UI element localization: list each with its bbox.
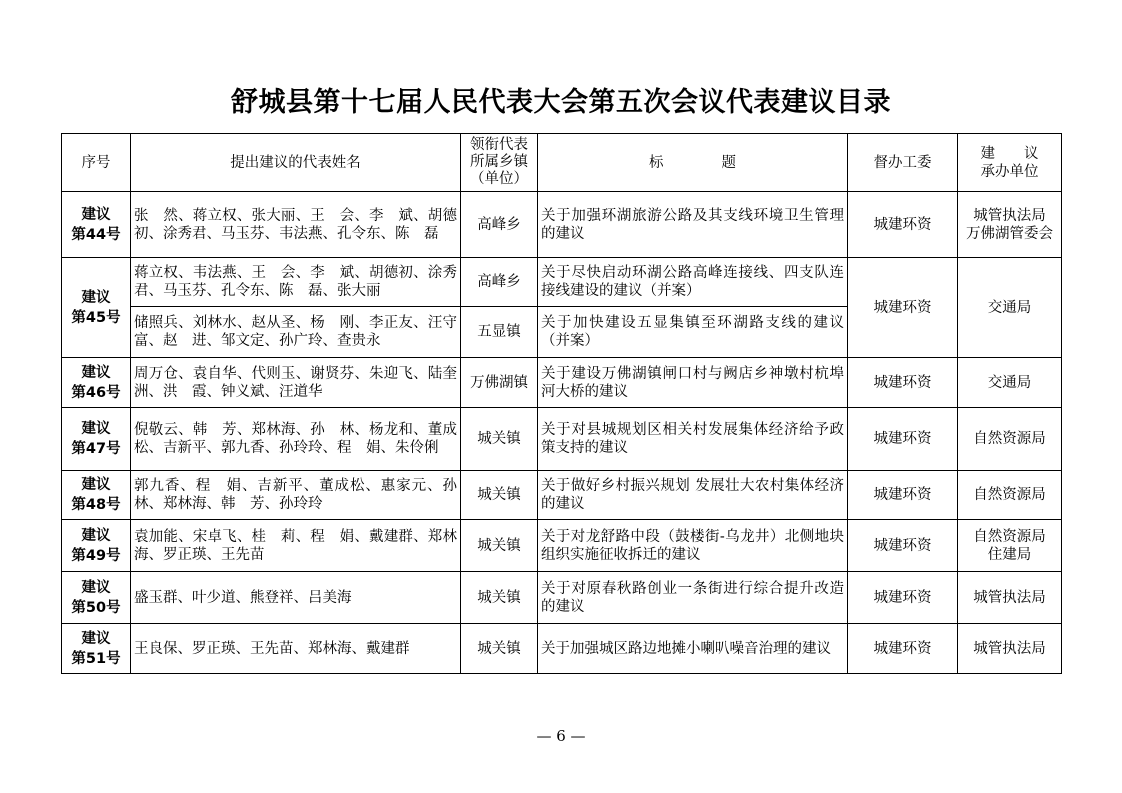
row-seq (62, 572, 131, 624)
row-town: 城关镇 (461, 471, 538, 520)
row-unit-line2: 万佛湖管委会 (966, 225, 1053, 242)
row-seq (62, 624, 131, 674)
header-seq: 序号 (62, 134, 131, 192)
table-header-row (62, 134, 1062, 192)
row-seq-line2: 第45号 (71, 309, 121, 326)
row-town: 城关镇 (461, 408, 538, 471)
row-title: 关于对县城规划区相关村发展集体经济给予政策支持的建议 (538, 408, 848, 471)
row-town: 高峰乡 (461, 192, 538, 258)
row-title: 关于尽快启动环湖公路高峰连接线、四支队连接线建设的建议（并案） (538, 258, 848, 307)
row-seq (62, 471, 131, 520)
header-town-line2: 所属乡镇 (470, 154, 528, 170)
row-names: 蒋立权、韦法燕、王 会、李 斌、胡德初、涂秀君、马玉芬、孔令东、陈 磊、张大丽 (131, 258, 461, 307)
row-town: 万佛湖镇 (461, 358, 538, 408)
row-seq-line1: 建议 (81, 630, 111, 647)
row-town: 城关镇 (461, 572, 538, 624)
header-office: 督办工委 (848, 134, 958, 192)
table-row (62, 572, 1062, 624)
page-number: — 6 — (536, 727, 586, 745)
row-office: 城建环资 (848, 572, 958, 624)
row-seq-line2: 第48号 (71, 497, 121, 513)
row-title: 关于对原春秋路创业一条街进行综合提升改造的建议 (538, 572, 848, 624)
row-office: 城建环资 (848, 258, 958, 358)
row-unit-line1: 自然资源局 (973, 528, 1046, 545)
row-unit (958, 192, 1062, 258)
row-office: 城建环资 (848, 192, 958, 258)
row-title: 关于对龙舒路中段（鼓楼街-乌龙井）北侧地块组织实施征收拆迁的建议 (538, 520, 848, 572)
row-seq-line2: 第44号 (71, 226, 121, 243)
row-unit: 城管执法局 (958, 624, 1062, 674)
row-title: 关于建设万佛湖镇闸口村与阙店乡神墩村杭埠河大桥的建议 (538, 358, 848, 408)
row-seq-line2: 第47号 (71, 441, 121, 457)
table-row (62, 358, 1062, 408)
row-unit-line2: 住建局 (987, 546, 1032, 563)
row-title: 关于加强城区路边地摊小喇叭噪音治理的建议 (538, 624, 848, 674)
proposal-table (61, 133, 1062, 674)
header-unit-line1: 建 议 (980, 145, 1039, 162)
header-unit-line2: 承办单位 (980, 163, 1039, 180)
row-seq-line1: 建议 (81, 527, 111, 544)
row-seq-line1: 建议 (81, 421, 111, 437)
row-title: 关于做好乡村振兴规划 发展壮大农村集体经济的建议 (538, 471, 848, 520)
row-town: 城关镇 (461, 624, 538, 674)
table-row (62, 471, 1062, 520)
table-row (62, 520, 1062, 572)
row-names: 王良保、罗正瑛、王先苗、郑林海、戴建群 (131, 624, 461, 674)
row-seq-line2: 第49号 (71, 547, 121, 564)
row-title: 关于加快建设五显集镇至环湖路支线的建议（并案） (538, 307, 848, 358)
row-office: 城建环资 (848, 520, 958, 572)
header-unit (958, 134, 1062, 192)
row-unit-line1: 城管执法局 (973, 207, 1046, 224)
row-seq-line1: 建议 (81, 364, 111, 381)
header-town-line1: 领衔代表 (470, 137, 528, 153)
row-names: 郭九香、程 娟、吉新平、董成松、惠家元、孙 林、郑林海、韩 芳、孙玲玲 (131, 471, 461, 520)
row-unit: 城管执法局 (958, 572, 1062, 624)
row-seq (62, 520, 131, 572)
page-title: 舒城县第十七届人民代表大会第五次会议代表建议目录 (231, 87, 891, 118)
row-office: 城建环资 (848, 624, 958, 674)
table-row (62, 258, 1062, 307)
row-names: 倪敬云、韩 芳、郑林海、孙 林、杨龙和、董成松、吉新平、郭九香、孙玲玲、程 娟、朱伶俐 (131, 408, 461, 471)
row-town: 城关镇 (461, 520, 538, 572)
row-seq (62, 408, 131, 471)
row-office: 城建环资 (848, 471, 958, 520)
row-seq-line1: 建议 (81, 477, 111, 493)
row-names: 储照兵、刘林水、赵从圣、杨 刚、李正友、汪守富、赵 进、邹文定、孙广玲、查贵永 (131, 307, 461, 358)
row-seq-line1: 建议 (81, 579, 111, 596)
row-unit: 自然资源局 (958, 408, 1062, 471)
row-seq-line1: 建议 (81, 206, 111, 223)
row-names: 张 然、蒋立权、张大丽、王 会、李 斌、胡德初、涂秀君、马玉芬、韦法燕、孔令东、陈 磊 (131, 192, 461, 258)
row-office: 城建环资 (848, 358, 958, 408)
row-seq (62, 258, 131, 358)
header-town-line3: （单位） (470, 171, 528, 187)
table-row (62, 408, 1062, 471)
row-names: 袁加能、宋卓飞、桂 莉、程 娟、戴建群、郑林海、罗正瑛、王先苗 (131, 520, 461, 572)
row-seq (62, 358, 131, 408)
row-town: 高峰乡 (461, 258, 538, 307)
row-title: 关于加强环湖旅游公路及其支线环境卫生管理的建议 (538, 192, 848, 258)
table-row (62, 192, 1062, 258)
row-unit (958, 520, 1062, 572)
row-town: 五显镇 (461, 307, 538, 358)
row-unit: 自然资源局 (958, 471, 1062, 520)
header-town (461, 134, 538, 192)
table-row (62, 624, 1062, 674)
header-names: 提出建议的代表姓名 (131, 134, 461, 192)
row-names: 盛玉群、叶少道、熊登祥、吕美海 (131, 572, 461, 624)
header-title: 标 题 (538, 134, 848, 192)
row-office: 城建环资 (848, 408, 958, 471)
row-seq-line1: 建议 (81, 289, 111, 306)
row-unit: 交通局 (958, 358, 1062, 408)
row-seq-line2: 第50号 (71, 599, 121, 616)
row-unit: 交通局 (958, 258, 1062, 358)
row-names: 周万仓、袁自华、代则玉、谢贤芬、朱迎飞、陆奎洲、洪 霞、钟义斌、汪道华 (131, 358, 461, 408)
row-seq-line2: 第46号 (71, 384, 121, 401)
row-seq-line2: 第51号 (71, 650, 121, 667)
row-seq (62, 192, 131, 258)
